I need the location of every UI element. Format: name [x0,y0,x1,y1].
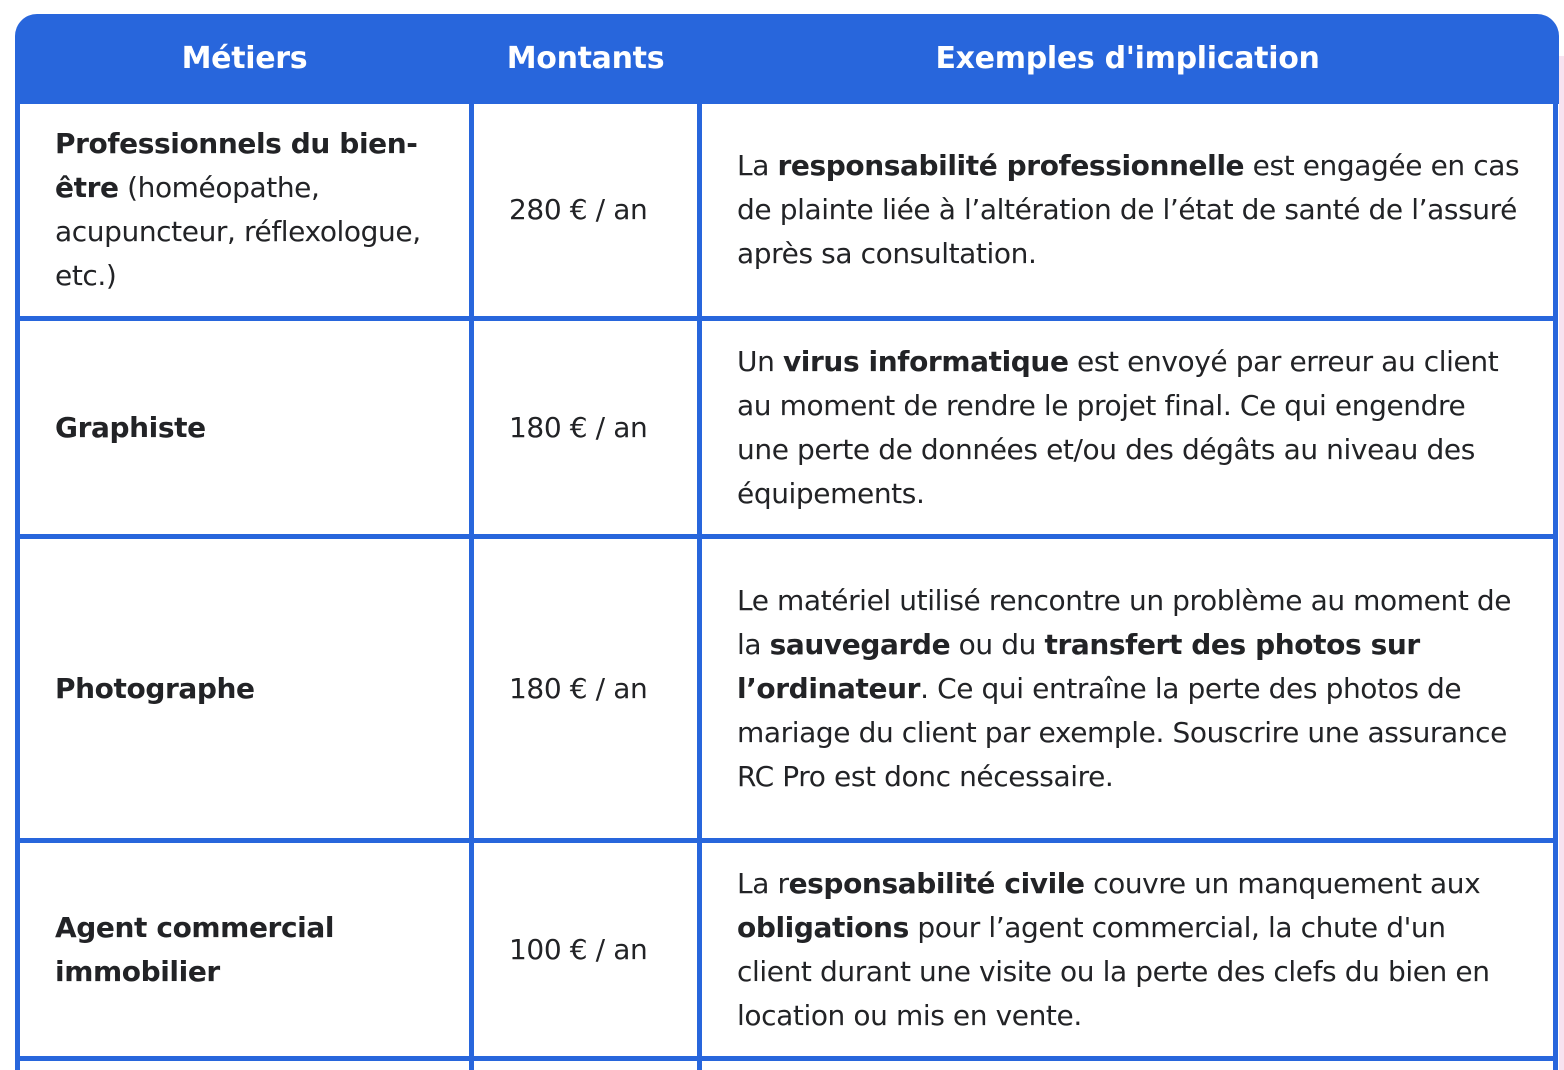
cell-metier [20,104,469,316]
metier-text: Graphiste [55,410,206,444]
cell-montant [474,843,697,1056]
table-header [15,14,1559,104]
cell-metier [20,321,469,534]
montant-value: 100 € / an [509,932,648,966]
montant-value: 180 € / an [509,671,648,705]
exemple-text: Un virus informatique est envoyé par erreur au client au moment de rendre le projet final. Ce qui engendre une perte de données et/ou des dégâts au niveau des équipements. [737,344,1499,510]
metier-text: Photographe [55,671,255,705]
exemple-text: Le matériel utilisé rencontre un problème au moment de la sauvegarde ou du transfert des photos sur l’ordinateur. Ce qui entraîne la perte des photos de mariage du client par exemple. Souscrire une assurance RC Pro est donc nécessaire. [737,583,1512,793]
cell-exemple [702,104,1553,316]
exemple-text: La responsabilité civile couvre un manquement aux obligations pour l’agent commercial, la chute d'un client durant une visite ou la perte des clefs du bien en location ou mis en vente. [737,866,1490,1032]
table-body [15,104,1558,1070]
montant-value: 180 € / an [509,410,648,444]
table-row [15,321,1558,534]
table-row [15,539,1558,838]
header-montants: Montants [506,41,665,76]
page-edge-strip [1559,56,1564,1070]
table-row-partial [15,1061,1558,1070]
cell-metier [20,843,469,1056]
cell-montant [474,321,697,534]
metier-text: Professionnels du bien-être (homéopathe, acupuncteur, réflexologue, etc.) [55,127,421,292]
table-row [15,104,1558,316]
cell-montant [474,1061,697,1070]
cell-metier [20,1061,469,1070]
metier-text: Agent commercial immobilier [55,910,335,988]
table-row [15,843,1558,1056]
cell-metier [20,539,469,838]
cell-exemple [702,539,1553,838]
cell-exemple [702,321,1553,534]
cell-montant [474,539,697,838]
insurance-pricing-table [15,14,1559,1070]
cell-montant [474,104,697,316]
header-metiers: Métiers [181,41,308,76]
exemple-text: La responsabilité professionnelle est engagée en cas de plainte liée à l’altération de l’état de santé de l’assuré après sa consultation. [737,149,1520,270]
montant-value: 280 € / an [509,193,648,226]
cell-exemple [702,843,1553,1056]
cell-exemple [702,1061,1553,1070]
header-exemples: Exemples d'implication [935,41,1320,76]
